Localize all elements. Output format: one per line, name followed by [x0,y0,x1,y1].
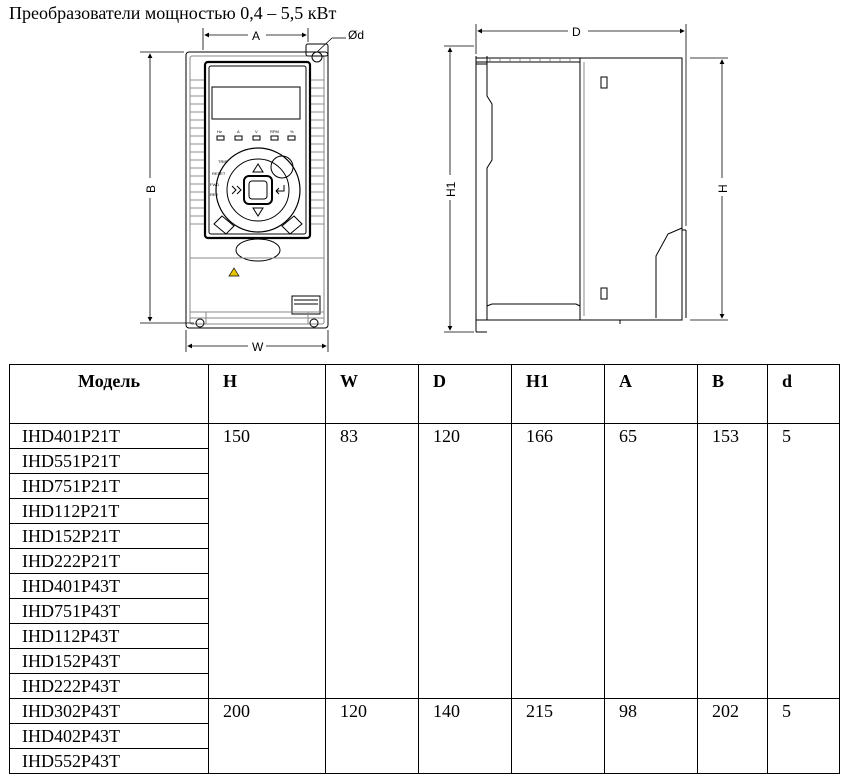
button-label: FWD [210,182,220,187]
side-view [476,56,686,332]
model-cell: IHD751P43T [10,599,209,624]
model-cell: IHD112P43T [10,624,209,649]
value-cell: 120 [326,699,419,774]
value-cell: 202 [698,699,768,774]
header-w: W [326,365,419,424]
header-h: H [209,365,326,424]
table-row [10,699,840,724]
header-d: D [419,365,512,424]
model-cell: IHD401P21T [10,424,209,449]
model-cell: IHD222P43T [10,674,209,699]
dim-label-b: B [144,184,158,193]
model-cell: IHD112P21T [10,499,209,524]
front-dimension-labels [144,28,364,354]
panel-label: RPM [270,129,279,134]
table-header-row [10,365,840,424]
value-cell: 200 [209,699,326,774]
header-d-hole: d [768,365,840,424]
value-cell: 5 [768,424,840,699]
panel-label: V [255,129,258,134]
model-cell: IHD551P21T [10,449,209,474]
dim-label-d: Ød [348,28,365,42]
specs-table [9,364,840,774]
value-cell: 65 [605,424,698,699]
model-cell: IHD152P43T [10,649,209,674]
front-view [186,44,328,328]
value-cell: 120 [419,424,512,699]
value-cell: 140 [419,699,512,774]
model-cell: IHD552P43T [10,749,209,774]
table-row [10,424,840,449]
model-cell: IHD401P43T [10,574,209,599]
value-cell: 83 [326,424,419,699]
model-cell: IHD302P43T [10,699,209,724]
value-cell: 166 [512,424,605,699]
model-cell: IHD751P21T [10,474,209,499]
dim-label-w: W [252,340,264,354]
panel-label: A [237,129,240,134]
model-cell: IHD152P21T [10,524,209,549]
value-cell: 98 [605,699,698,774]
header-a: A [605,365,698,424]
value-cell: 150 [209,424,326,699]
panel-label: % [290,129,294,134]
model-cell: IHD222P21T [10,549,209,574]
page-title: Преобразователи мощностью 0,4 – 5,5 кВт [9,3,337,23]
dim-label-a: A [252,29,261,43]
dim-label-h1: H1 [444,181,458,197]
button-label: RESET [212,171,226,176]
value-cell: 5 [768,699,840,774]
header-model: Модель [10,365,209,424]
panel-label: Hz [217,129,222,134]
header-b: B [698,365,768,424]
front-panel-labels [210,129,294,197]
button-label: TRIP [218,159,228,164]
value-cell: 153 [698,424,768,699]
dim-label-d-depth: D [572,25,581,39]
model-cell: IHD402P43T [10,724,209,749]
dim-label-h: H [716,184,730,193]
dimension-drawing [0,0,845,360]
value-cell: 215 [512,699,605,774]
button-label: REV [210,192,219,197]
header-h1: H1 [512,365,605,424]
